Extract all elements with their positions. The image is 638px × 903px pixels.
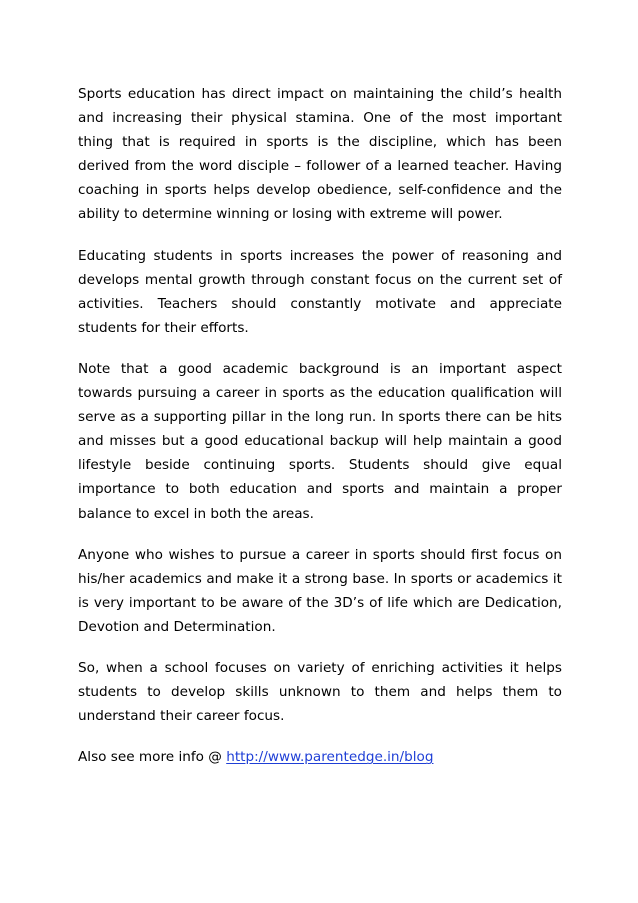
paragraph-academic-background: Note that a good academic background is an important aspect towards pursuing a career in sports as the education qualification will serve as a supporting pillar in the long run. In sports there can be hits and misses but a good educational backup will help maintain a good lifestyle beside continuing sports. Students should give equal importance to both education and sports and maintain a proper balance to excel in both the areas.: [78, 360, 562, 522]
blog-link[interactable]: http://www.parentedge.in/blog: [226, 749, 434, 766]
paragraph-career-focus: Anyone who wishes to pursue a career in sports should first focus on his/her academics and make it a strong base. In sports or academics it is very important to be aware of the 3D’s of life which are Dedication, Devotion and Determination.: [78, 546, 562, 635]
document-page: [78, 82, 562, 786]
paragraph-reasoning: Educating students in sports increases the power of reasoning and develops mental growth through constant focus on the current set of activities. Teachers should constantly motivate and appreciate students for their efforts.: [78, 247, 562, 336]
paragraph-enriching-activities: So, when a school focuses on variety of enriching activities it helps students to develop skills unknown to them and helps them to understand their career focus.: [78, 659, 562, 725]
footer-line: [78, 745, 562, 769]
paragraph-health: Sports education has direct impact on maintaining the child’s health and increasing their physical stamina. One of the most important thing that is required in sports is the discipline, which has been derived from the word disciple – follower of a learned teacher. Having coaching in sports helps develop obedience, self-confidence and the ability to determine winning or losing with extreme will power.: [78, 86, 562, 223]
footer-prefix: Also see more info @: [78, 749, 227, 766]
